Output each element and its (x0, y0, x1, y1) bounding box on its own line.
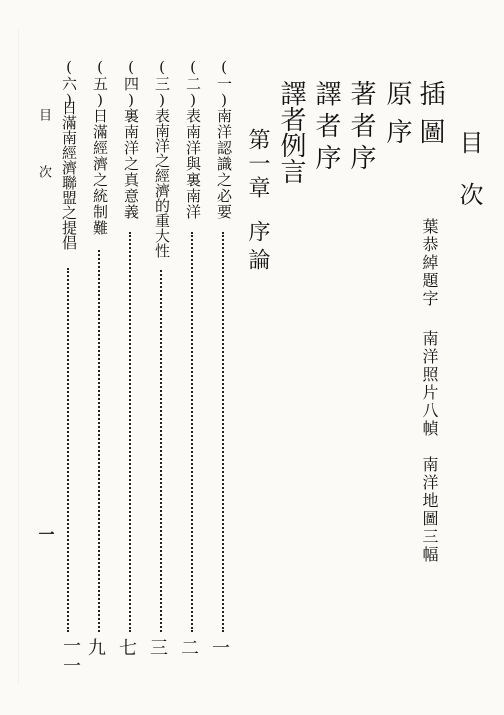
chapter-title[interactable]: 序論 (245, 220, 270, 276)
section-3-leader (160, 270, 162, 632)
section-5-leader (98, 250, 100, 632)
section-6-page: 一一 (60, 636, 81, 676)
illustration-detail-photos: 南洋照片八幀 (420, 330, 439, 438)
front-item-author-preface[interactable]: 著者序 (346, 80, 376, 176)
section-1-page: 一 (212, 638, 230, 659)
section-3-number: (三) (153, 58, 171, 109)
front-item-original-preface[interactable]: 原序 (382, 80, 412, 156)
chapter-heading[interactable]: 第一章 (245, 128, 270, 200)
section-4-title[interactable]: 裏南洋之真意義 (122, 108, 140, 220)
illustration-detail-calligraphy: 葉恭綽題字 (420, 218, 439, 308)
front-item-translator-preface[interactable]: 譯者序 (311, 80, 341, 176)
front-item-illustrations[interactable]: 插圖 (415, 80, 445, 156)
section-1-number: (一) (215, 58, 233, 109)
illustration-detail-maps: 南洋地圖三幅 (420, 456, 439, 564)
page-folio: 一 (36, 526, 55, 542)
section-2-page: 二 (181, 638, 199, 659)
section-3-title[interactable]: 表南洋之經濟的重大性 (153, 108, 171, 258)
section-3-page: 三 (150, 638, 168, 659)
section-6-leader (67, 268, 69, 632)
section-1-title[interactable]: 南洋認識之必要 (215, 108, 233, 220)
section-2-leader (191, 232, 193, 632)
section-4-page: 七 (119, 638, 137, 659)
section-4-leader (129, 232, 131, 632)
section-6-title[interactable]: 日滿南經濟聯盟之提倡 (60, 100, 78, 250)
running-head: 目次 (36, 108, 51, 222)
section-4-number: (四) (122, 58, 140, 109)
section-5-page: 九 (88, 638, 106, 659)
section-1-leader (222, 232, 224, 632)
front-item-translator-notes[interactable]: 譯者例言 (276, 80, 306, 184)
section-2-title[interactable]: 表南洋與裏南洋 (184, 108, 202, 220)
binding-shadow (18, 30, 19, 685)
section-6-number: (六) (60, 58, 78, 109)
section-5-number: (五) (91, 58, 109, 109)
section-5-title[interactable]: 日滿經濟之統制難 (91, 108, 109, 236)
toc-title: 目次 (455, 130, 483, 234)
section-2-number: (二) (184, 58, 202, 109)
